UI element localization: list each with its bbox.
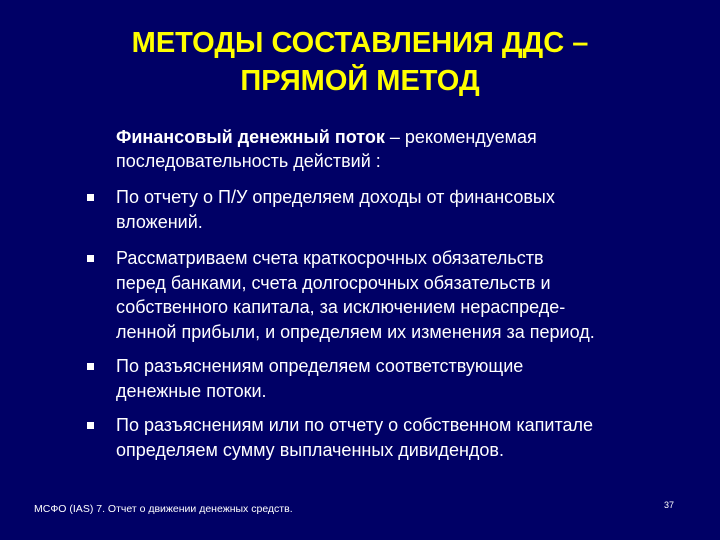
bullet-item-3 [116, 354, 696, 403]
bullet-line: По отчету о П/У определяем доходы от финансовых [116, 187, 555, 207]
slide-title-line-1: МЕТОДЫ СОСТАВЛЕНИЯ ДДС – [131, 27, 589, 59]
slide-title-line-2: ПРЯМОЙ МЕТОД [240, 65, 480, 97]
bullet-line: перед банками, счета долгосрочных обязательств и [116, 272, 551, 293]
bullet-line: денежные потоки. [116, 380, 267, 401]
bullet-square-icon [87, 255, 94, 262]
bullet-square-icon [87, 422, 94, 429]
bullet-square-icon [87, 194, 94, 201]
bullet-line: определяем сумму выплаченных дивидендов. [116, 439, 504, 460]
footer-source: МСФО (IAS) 7. Отчет о движении денежных средств. [34, 503, 293, 515]
intro-bold-text: Финансовый денежный поток [116, 127, 385, 147]
bullet-line: Рассматриваем счета краткосрочных обязательств [116, 248, 544, 268]
page-number: 37 [664, 500, 675, 510]
intro-rest-text: – рекомендуемая последовательность действий : [116, 127, 537, 171]
bullet-line: По разъяснениям или по отчету о собственном капитале [116, 415, 594, 435]
bullet-line: По разъяснениям определяем соответствующие [116, 356, 524, 376]
bullet-item-1 [116, 185, 696, 234]
bullet-line: ленной прибыли, и определяем их изменения за период. [116, 321, 595, 342]
bullet-line: собственного капитала, за исключением нераспреде- [116, 297, 566, 317]
bullet-item-4 [116, 413, 696, 462]
bullet-line: вложений. [116, 211, 203, 232]
bullet-square-icon [87, 363, 94, 370]
bullet-item-2 [116, 246, 696, 344]
